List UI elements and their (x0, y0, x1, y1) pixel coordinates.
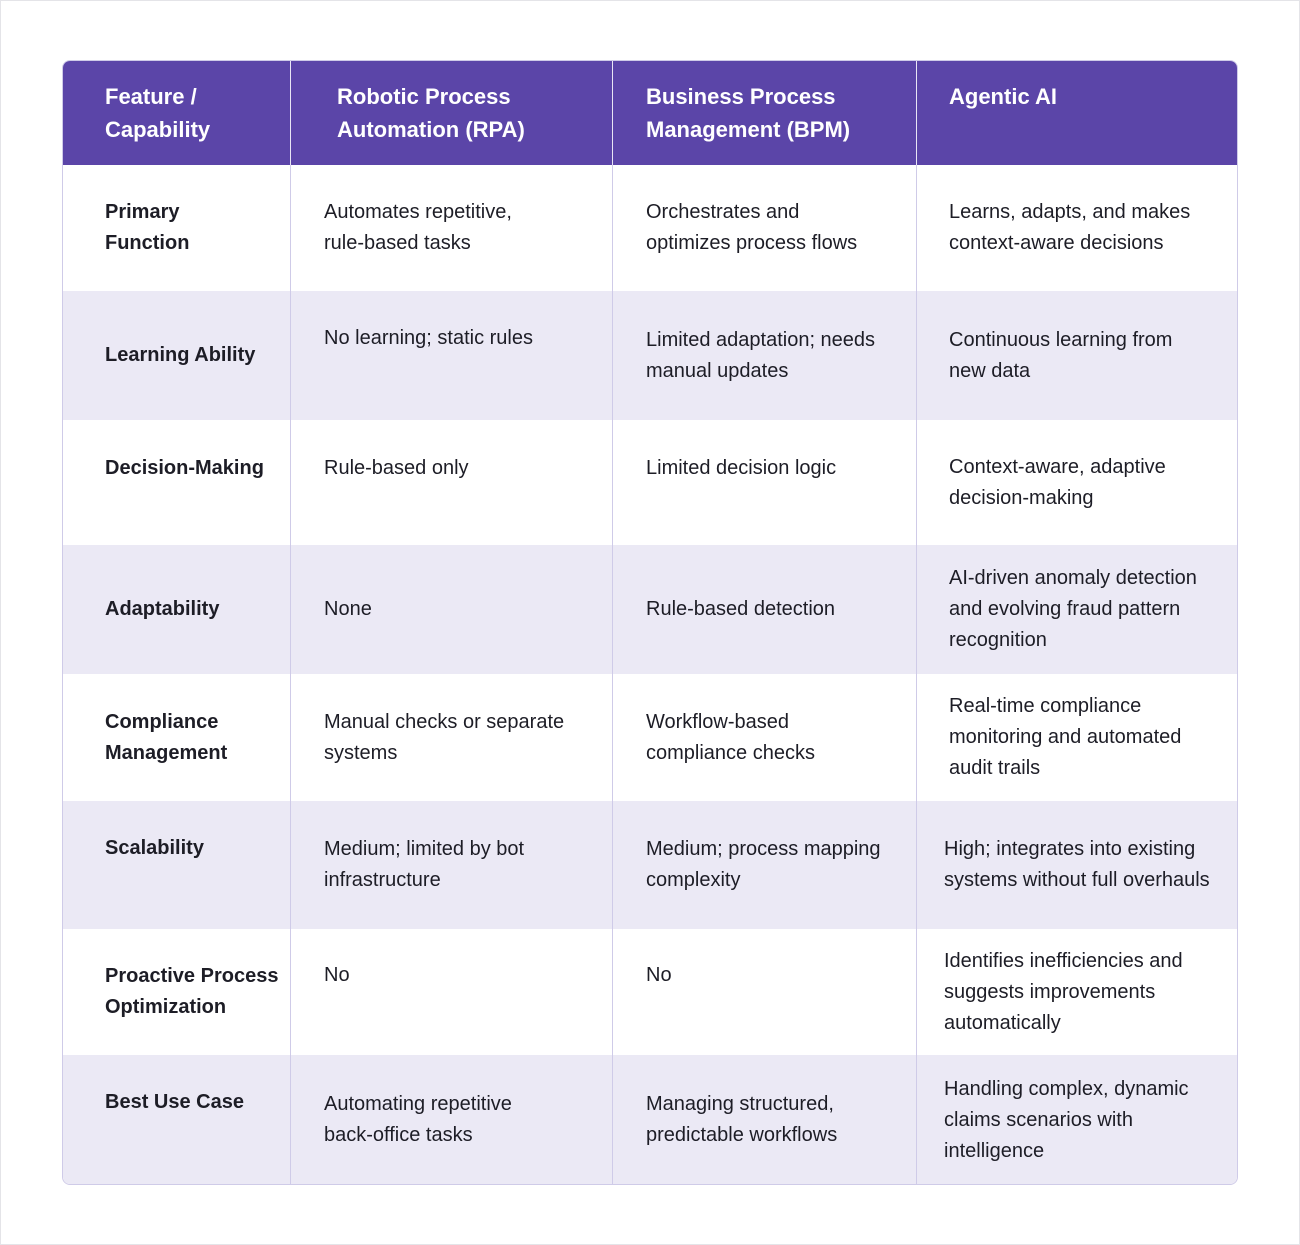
rpa-text: Manual checks or separate systems (324, 710, 565, 764)
rpa-cell (290, 291, 612, 420)
bpm-text: Managing structured, predictable workflows (646, 1093, 838, 1146)
agentic-cell (916, 1055, 1237, 1185)
feature-label: Best Use Case (105, 1091, 244, 1113)
rpa-cell (290, 801, 612, 929)
rpa-text: Medium; limited by bot infrastructure (324, 838, 525, 891)
agentic-text: Identifies inefficiencies and suggests improvements automatically (944, 949, 1183, 1034)
bpm-cell (612, 545, 916, 674)
bpm-cell (612, 929, 916, 1055)
feature-label: Scalability (105, 837, 204, 859)
rpa-text: Rule-based only (324, 457, 469, 479)
feature-label: Decision-Making (105, 457, 264, 479)
feature-label: Learning Ability (105, 344, 256, 366)
header-rpa (290, 61, 612, 165)
header-bpm (612, 61, 916, 165)
feature-label: Compliance Management (105, 710, 228, 764)
comparison-table (62, 60, 1238, 1185)
feature-label: Adaptability (105, 598, 220, 620)
bpm-cell (612, 291, 916, 420)
feature-cell (63, 545, 290, 674)
agentic-cell (916, 929, 1237, 1055)
header-rpa-label: Robotic Process Automation (RPA) (337, 84, 525, 142)
table-row (63, 165, 1237, 291)
agentic-text: Learns, adapts, and makes context-aware decisions (949, 201, 1191, 254)
feature-cell (63, 291, 290, 420)
agentic-text: AI-driven anomaly detection and evolving fraud pattern recognition (949, 567, 1197, 651)
table-row (63, 545, 1237, 674)
feature-label: Primary Function (105, 201, 190, 254)
feature-cell (63, 1055, 290, 1185)
table-row (63, 1055, 1237, 1185)
feature-cell (63, 801, 290, 929)
agentic-cell (916, 165, 1237, 291)
rpa-cell (290, 674, 612, 801)
rpa-cell (290, 545, 612, 674)
bpm-text: Limited adaptation; needs manual updates (646, 328, 876, 382)
header-agentic-label: Agentic AI (949, 84, 1057, 109)
bpm-cell (612, 674, 916, 801)
bpm-text: Limited decision logic (646, 457, 837, 479)
rpa-text: None (324, 598, 372, 620)
rpa-text: No learning; static rules (324, 327, 533, 349)
feature-label: Proactive Process Optimization (105, 965, 279, 1018)
table-row (63, 420, 1237, 545)
rpa-text: Automates repetitive, rule-based tasks (324, 201, 512, 254)
bpm-text: No (646, 964, 672, 986)
bpm-text: Workflow-based compliance checks (646, 710, 815, 764)
bpm-text: Rule-based detection (646, 598, 836, 620)
rpa-text: No (324, 964, 350, 986)
header-bpm-label: Business Process Management (BPM) (646, 84, 851, 142)
table-row (63, 291, 1237, 420)
header-feature-label: Feature / Capability (105, 84, 211, 142)
agentic-cell (916, 291, 1237, 420)
bpm-cell (612, 1055, 916, 1185)
agentic-text: Handling complex, dynamic claims scenarios with intelligence (944, 1077, 1189, 1162)
rpa-cell (290, 420, 612, 545)
agentic-text: High; integrates into existing systems without full overhauls (944, 838, 1210, 891)
table-header-row (63, 61, 1237, 165)
header-feature (63, 61, 290, 165)
feature-cell (63, 674, 290, 801)
agentic-text: Continuous learning from new data (949, 328, 1173, 382)
agentic-cell (916, 420, 1237, 545)
header-agentic (916, 61, 1237, 165)
bpm-text: Medium; process mapping complexity (646, 838, 881, 891)
bpm-cell (612, 420, 916, 545)
table-row (63, 674, 1237, 801)
table-row (63, 929, 1237, 1055)
agentic-cell (916, 801, 1237, 929)
rpa-text: Automating repetitive back-office tasks (324, 1093, 512, 1146)
feature-cell (63, 420, 290, 545)
rpa-cell (290, 929, 612, 1055)
bpm-cell (612, 165, 916, 291)
feature-cell (63, 929, 290, 1055)
feature-cell (63, 165, 290, 291)
rpa-cell (290, 165, 612, 291)
agentic-cell (916, 545, 1237, 674)
bpm-cell (612, 801, 916, 929)
table-row (63, 801, 1237, 929)
agentic-cell (916, 674, 1237, 801)
agentic-text: Real-time compliance monitoring and automated audit trails (949, 695, 1182, 779)
bpm-text: Orchestrates and optimizes process flows (646, 201, 858, 254)
rpa-cell (290, 1055, 612, 1185)
agentic-text: Context-aware, adaptive decision-making (949, 455, 1166, 509)
